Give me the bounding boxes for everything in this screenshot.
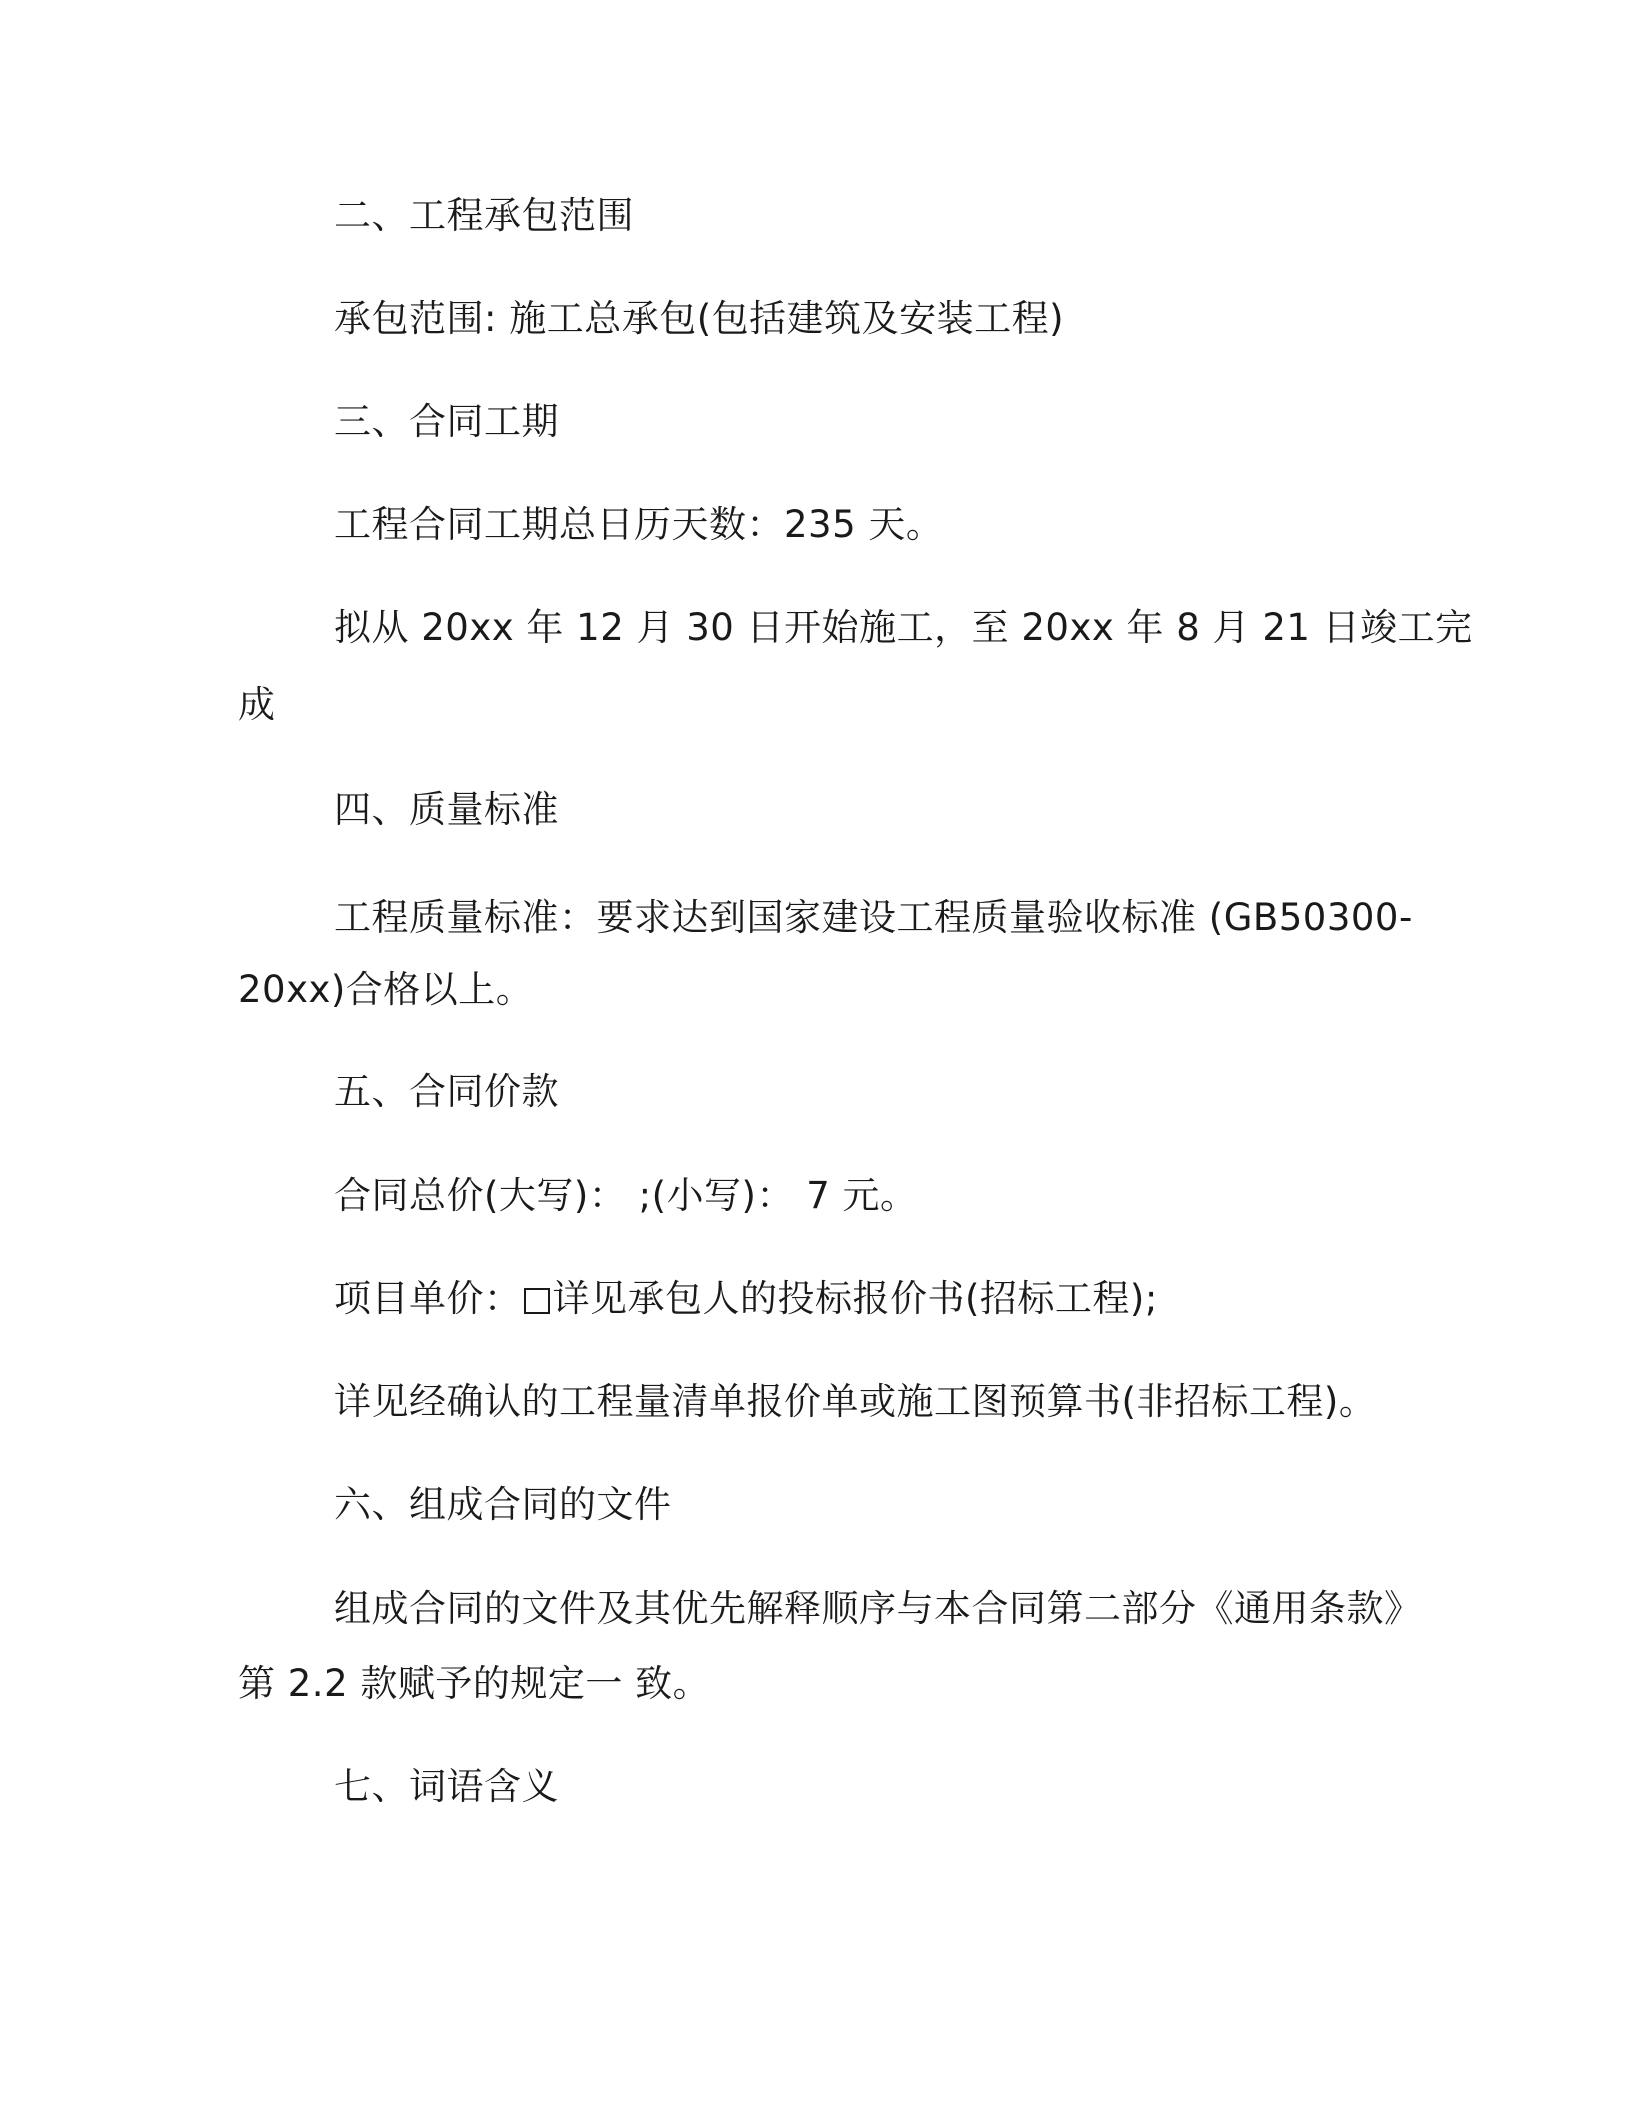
section6-text-line1: 组成合同的文件及其优先解释顺序与本合同第二部分《通用条款》 (334, 1587, 1422, 1630)
section7-heading: 七、词语含义 (334, 1765, 559, 1808)
section4-standard-line2: 20xx)合格以上。 (238, 968, 534, 1011)
checkbox-icon (524, 1288, 550, 1314)
section3-heading: 三、合同工期 (334, 400, 559, 443)
section5-unit-price-alt: 详见经确认的工程量清单报价单或施工图预算书(非招标工程)。 (334, 1380, 1377, 1423)
section5-total-price: 合同总价(大写)： ;(小写)： 7 元。 (334, 1174, 918, 1217)
section2-heading: 二、工程承包范围 (334, 194, 634, 237)
section4-standard-line1: 工程质量标准：要求达到国家建设工程质量验收标准 (GB50300- (334, 896, 1413, 939)
section5-unit-price (334, 1277, 1158, 1321)
section3-dates-line1: 拟从 20xx 年 12 月 30 日开始施工，至 20xx 年 8 月 21 日竣工完 (334, 606, 1473, 649)
section2-scope: 承包范围: 施工总承包(包括建筑及安装工程) (334, 297, 1065, 340)
unit-price-text: 详见承包人的投标报价书(招标工程); (552, 1277, 1158, 1320)
section5-heading: 五、合同价款 (334, 1070, 559, 1113)
section3-total-days: 工程合同工期总日历天数：235 天。 (334, 503, 944, 546)
section4-heading: 四、质量标准 (334, 788, 559, 831)
section3-dates-line2: 成 (238, 683, 276, 726)
section6-text-line2: 第 2.2 款赋予的规定一 致。 (238, 1662, 711, 1705)
unit-price-label: 项目单价： (334, 1277, 522, 1320)
section6-heading: 六、组成合同的文件 (334, 1483, 672, 1526)
